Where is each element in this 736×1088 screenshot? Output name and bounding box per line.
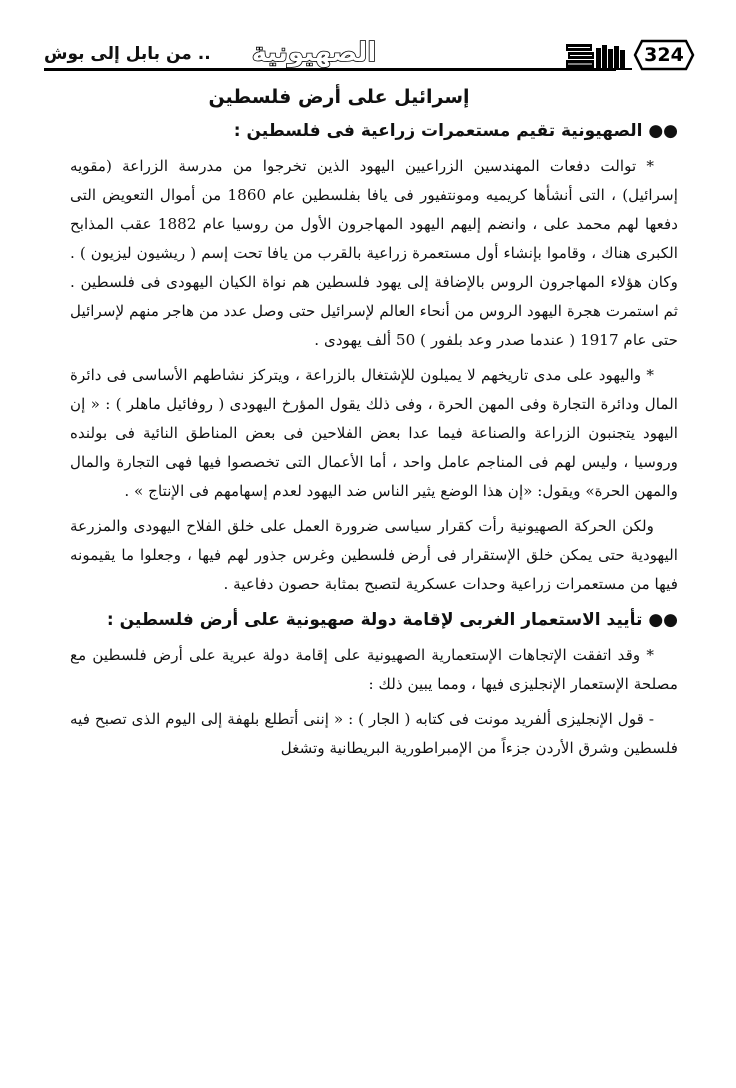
paragraph: ولكن الحركة الصهيونية رأت كقرار سياسى ضرورة العمل على خلق الفلاح اليهودى والمزرعة اليهودية حتى يمكن خلق الإستقرار فى أرض فلسطين وغرس جذور لهم فيها ، وجعلوا ما يقيمونه فيها من مستعمرات زراعية وحدات عسكرية لتصبح بمثابة حصون دفاعية .: [70, 517, 678, 593]
paragraph: * واليهود على مدى تاريخهم لا يميلون للإشتغال بالزراعة ، ويتركز نشاطهم الأساسى فى دائرة المال ودائرة التجارة وفى المهن الحرة ، وفى ذلك يقول المؤرخ اليهودى ( روفائيل ماهلر ) : « إن اليهود يتجنبون الزراعة والصناعة فيما عدا بعض الفلاحين فى بعض المناطق النائية فى بولنده وروسيا ، وليس لهم فى المناجم عامل واحد ، أما الأعمال التى تخصصوا فيها فهى التجارة والمال والمهن الحرة» ويقول: «إن هذا الوضع يثير الناس ضد اليهود لعدم إسهامهم فى الإنتاج » .: [70, 366, 678, 500]
page-content: [70, 82, 678, 769]
header-title: الصهيونية: [251, 38, 377, 68]
books-icon: [564, 40, 632, 70]
paragraph: * توالت دفعات المهندسين الزراعيين اليهود الذين تخرجوا من مدرسة الزراعة (مقويه إسرائيل) ، التى أنشأها كريميه ومونتفيور فى يافا بفلسطين عام 1860 من أموال التعويض التى دفعها لهم محمد على ، وانضم إليهم اليهود المهاجرون الأول من روسيا عام 1882 عقب المذابح الكبرى هناك ، وقاموا بإنشاء أول مستعمرة زراعية بالقرب من يافا تحت إسم ( ريشيون ليزيون ) . وكان هؤلاء المهاجرون الروس بالإضافة إلى يهود فلسطين هم نواة الكيان اليهودى فى فلسطين . ثم استمرت هجرة اليهود الروس من أنحاء العالم لإسرائيل حتى وصل عدد من هاجر منهم لإسرائيل حتى عام 1917 ( عندما صدر وعد بلفور ) 50 ألف يهودى .: [70, 157, 678, 349]
running-header: [44, 38, 696, 78]
header-subtitle: .. من بابل إلى بوش: [44, 44, 211, 64]
paragraph: * وقد اتفقت الإتجاهات الإستعمارية الصهيونية على إقامة دولة عبرية على أرض فلسطين مع مصلحة الإستعمار الإنجليزى فيها ، ومما يبين ذلك :: [70, 646, 678, 693]
page-number: 324: [644, 44, 684, 66]
subheading: ●● الصهيونية تقيم مستعمرات زراعية فى فلسطين :: [233, 121, 678, 141]
subheading: ●● تأييد الاستعمار الغربى لإقامة دولة صهيونية على أرض فلسطين :: [106, 610, 678, 630]
paragraph: - قول الإنجليزى ألفريد مونت فى كتابه ( الجار ) : « إننى أتطلع بلهفة إلى اليوم الذى تصبح فيه فلسطين وشرق الأردن جزءاً من الإمبراطورية البريطانية وتشغل: [70, 710, 678, 757]
section-title: إسرائيل على أرض فلسطين: [208, 86, 470, 108]
header-rule: [44, 68, 616, 71]
